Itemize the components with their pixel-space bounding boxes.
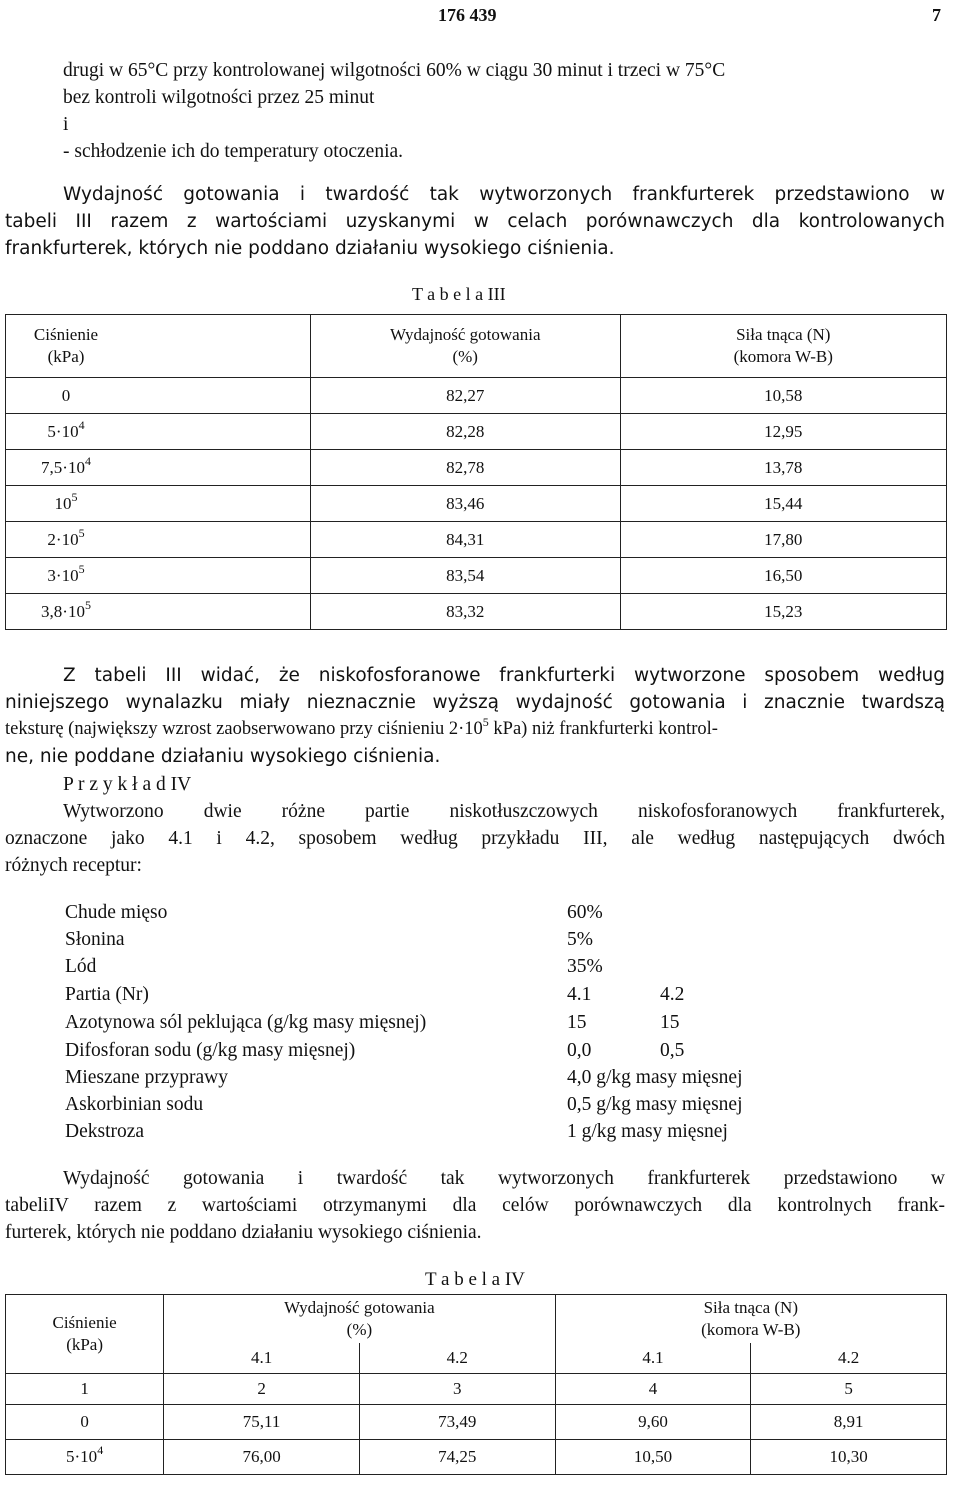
example-wrap-2 bbox=[5, 825, 945, 852]
table3-cell-force: 15,23 bbox=[620, 594, 946, 630]
example-line-2: oznaczone jako 4.1 i 4.2, sposobem według przykładu III, ale według następujących dwóch bbox=[5, 828, 945, 849]
table3-header-yield-l2: (%) bbox=[452, 347, 478, 366]
table3-cell-yield: 84,31 bbox=[310, 522, 620, 558]
pressure-value: 7,5·10 bbox=[41, 457, 85, 477]
table4-sub-cell: 4.2 bbox=[751, 1343, 947, 1374]
pressure-exponent: 4 bbox=[84, 453, 91, 468]
example-line-3: różnych receptur: bbox=[5, 855, 142, 876]
para2-exponent: 5 bbox=[482, 714, 489, 729]
recipe-name: Partia (Nr) bbox=[65, 984, 149, 1005]
table3-header-pressure-l2: (kPa) bbox=[47, 347, 85, 366]
table3-cell-pressure bbox=[6, 594, 311, 630]
para1-line-2: tabeli III razem z wartościami uzyskanymi w celach porównawczych dla kontrolowanych bbox=[5, 211, 945, 232]
recipe-value-2: 0,5 bbox=[660, 1040, 685, 1061]
table4-sub-cell: 4.1 bbox=[164, 1343, 360, 1374]
para2-line-4: ne, nie poddane działaniu wysokiego ciśnienia. bbox=[5, 746, 441, 767]
table3-cell-pressure bbox=[6, 414, 311, 450]
table3-title: T a b e l a III bbox=[412, 284, 506, 304]
table4-cell-yield-42: 73,49 bbox=[359, 1405, 555, 1440]
pressure-exponent: 5 bbox=[78, 561, 85, 576]
pressure-exponent: 5 bbox=[78, 525, 85, 540]
table-iii bbox=[5, 314, 947, 630]
pressure-value: 3,8·10 bbox=[41, 601, 85, 621]
table4-cell-force-41: 9,60 bbox=[555, 1405, 751, 1440]
table4-header-pressure bbox=[6, 1295, 164, 1374]
table4-header-force bbox=[555, 1295, 946, 1344]
table3-header-pressure bbox=[6, 315, 311, 378]
recipe-name: Słonina bbox=[65, 929, 125, 950]
table-row bbox=[6, 486, 947, 522]
para1-line-3: frankfurterek, których nie poddano działaniu wysokiego ciśnienia. bbox=[5, 238, 615, 259]
recipe-name: Lód bbox=[65, 956, 97, 977]
table3-header-force-l1: Siła tnąca (N) bbox=[736, 325, 831, 344]
table4-header-yield bbox=[164, 1295, 555, 1344]
table3-header-force bbox=[620, 315, 946, 378]
table4-cell-yield-42: 74,25 bbox=[359, 1440, 555, 1475]
pressure-exponent: 4 bbox=[78, 417, 85, 432]
para3-line-1: Wydajność gotowania i twardość tak wytworzonych frankfurterek przedstawiono w bbox=[63, 1168, 945, 1189]
table3-cell-yield: 83,46 bbox=[310, 486, 620, 522]
pressure-exponent: 5 bbox=[71, 489, 78, 504]
table-row bbox=[6, 594, 947, 630]
table3-cell-force: 13,78 bbox=[620, 450, 946, 486]
table-row bbox=[6, 1405, 947, 1440]
para1-block-2 bbox=[5, 208, 945, 235]
table4-num-cell: 1 bbox=[6, 1374, 164, 1405]
example-line-1: Wytworzono dwie różne partie niskotłuszczowych niskofosforanowych frankfurterek, bbox=[63, 801, 945, 822]
intro-line-3: i bbox=[63, 114, 69, 135]
table3-cell-pressure bbox=[6, 378, 311, 414]
table4-num-cell: 4 bbox=[555, 1374, 751, 1405]
table3-cell-force: 16,50 bbox=[620, 558, 946, 594]
table4-header-pressure-l1: Ciśnienie bbox=[52, 1313, 117, 1332]
recipe-name: Chude mięso bbox=[65, 902, 168, 923]
table3-cell-yield: 83,32 bbox=[310, 594, 620, 630]
pressure-value: 3·10 bbox=[47, 565, 79, 585]
para3-wrap-2 bbox=[5, 1192, 945, 1219]
document-number: 176 439 bbox=[438, 5, 497, 25]
table-row bbox=[6, 378, 947, 414]
para2-line-3b: kPa) niż frankfurterki kontrol- bbox=[488, 719, 718, 739]
table4-header-yield-l1: Wydajność gotowania bbox=[284, 1298, 435, 1317]
para2-line-2: niniejszego wynalazku miały nieznacznie wyższą wydajność gotowania i znacznie twardszą bbox=[5, 692, 945, 713]
table4-header-force-l1: Siła tnąca (N) bbox=[703, 1298, 798, 1317]
table3-cell-force: 12,95 bbox=[620, 414, 946, 450]
table3-cell-pressure bbox=[6, 558, 311, 594]
recipe-value-1: 0,5 g/kg masy mięsnej bbox=[567, 1094, 743, 1115]
table3-cell-yield: 83,54 bbox=[310, 558, 620, 594]
example-wrap-1 bbox=[63, 798, 945, 825]
para1-line-1: Wydajność gotowania i twardość tak wytworzonych frankfurterek przedstawiono w bbox=[63, 184, 945, 205]
recipe-value-1: 1 g/kg masy mięsnej bbox=[567, 1121, 728, 1142]
table4-num-cell: 2 bbox=[164, 1374, 360, 1405]
table4-cell-yield-41: 75,11 bbox=[164, 1405, 360, 1440]
pressure-value: 10 bbox=[54, 493, 72, 513]
pressure-value: 5·10 bbox=[66, 1447, 98, 1466]
table-row bbox=[6, 1440, 947, 1475]
recipe-value-1: 15 bbox=[567, 1012, 587, 1033]
table4-header-force-l2: (komora W-B) bbox=[701, 1320, 801, 1339]
table3-header-force-l2: (komora W-B) bbox=[733, 347, 833, 366]
para2-line-1: Z tabeli III widać, że niskofosforanowe frankfurterki wytworzone sposobem według bbox=[63, 665, 945, 686]
recipe-value-1: 60% bbox=[567, 902, 603, 923]
recipe-name: Mieszane przyprawy bbox=[65, 1067, 228, 1088]
intro-line-2: bez kontroli wilgotności przez 25 minut bbox=[63, 87, 375, 108]
table4-cell-pressure bbox=[6, 1405, 164, 1440]
page-number: 7 bbox=[932, 5, 941, 25]
table4-header-row bbox=[6, 1295, 947, 1344]
para1-block bbox=[63, 181, 945, 208]
recipe-name: Difosforan sodu (g/kg masy mięsnej) bbox=[65, 1040, 356, 1061]
para2-wrap-1 bbox=[63, 662, 945, 689]
table4-header-yield-l2: (%) bbox=[346, 1320, 373, 1339]
table4-numbering-row bbox=[6, 1374, 947, 1405]
intro-line-4: - schłodzenie ich do temperatury otoczenia. bbox=[63, 141, 404, 162]
recipe-name: Askorbinian sodu bbox=[65, 1094, 204, 1115]
intro-line-1: drugi w 65°C przy kontrolowanej wilgotności 60% w ciągu 30 minut i trzeci w 75°C bbox=[63, 60, 726, 81]
para2-line-3 bbox=[5, 716, 718, 743]
pressure-value: 0 bbox=[61, 385, 71, 405]
para2-line-3a: teksturę (największy wzrost zaobserwowano przy ciśnieniu 2·10 bbox=[5, 719, 483, 739]
pressure-value: 2·10 bbox=[47, 529, 79, 549]
para3-line-2: tabeliIV razem z wartościami otrzymanymi dla celów porównawczych dla kontrolnych frank- bbox=[5, 1195, 945, 1216]
table-row bbox=[6, 558, 947, 594]
table3-header-yield bbox=[310, 315, 620, 378]
table3-cell-force: 15,44 bbox=[620, 486, 946, 522]
pressure-value: 0 bbox=[80, 1412, 89, 1431]
recipe-value-2: 4.2 bbox=[660, 984, 685, 1005]
recipe-value-1: 0,0 bbox=[567, 1040, 592, 1061]
table3-cell-force: 17,80 bbox=[620, 522, 946, 558]
recipe-value-1: 4.1 bbox=[567, 984, 592, 1005]
para3-wrap-1 bbox=[63, 1165, 945, 1192]
table-row bbox=[6, 450, 947, 486]
table4-sub-cell: 4.2 bbox=[359, 1343, 555, 1374]
table-row bbox=[6, 414, 947, 450]
table3-cell-yield: 82,27 bbox=[310, 378, 620, 414]
table3-cell-pressure bbox=[6, 450, 311, 486]
table4-sub-cell: 4.1 bbox=[555, 1343, 751, 1374]
example-heading: P r z y k ł a d IV bbox=[63, 774, 192, 795]
table4-cell-force-42: 8,91 bbox=[751, 1405, 947, 1440]
table3-cell-pressure bbox=[6, 522, 311, 558]
para2-wrap-2 bbox=[5, 689, 945, 716]
table3-cell-yield: 82,78 bbox=[310, 450, 620, 486]
recipe-value-1: 35% bbox=[567, 956, 603, 977]
pressure-exponent: 5 bbox=[84, 597, 91, 612]
pressure-value: 5·10 bbox=[47, 421, 79, 441]
table-iv bbox=[5, 1294, 947, 1475]
recipe-value-1: 4,0 g/kg masy mięsnej bbox=[567, 1067, 743, 1088]
table3-header-pressure-l1: Ciśnienie bbox=[33, 325, 99, 344]
table4-header-pressure-l2: (kPa) bbox=[66, 1335, 104, 1354]
table3-header-yield-l1: Wydajność gotowania bbox=[389, 325, 541, 344]
para3-line-3: furterek, których nie poddano działaniu wysokiego ciśnienia. bbox=[5, 1222, 482, 1243]
table-row bbox=[6, 522, 947, 558]
recipe-value-2: 15 bbox=[660, 1012, 680, 1033]
pressure-exponent: 4 bbox=[97, 1443, 104, 1458]
table4-cell-force-42: 10,30 bbox=[751, 1440, 947, 1475]
recipe-name: Azotynowa sól peklująca (g/kg masy mięsnej) bbox=[65, 1012, 427, 1033]
table4-title: T a b e l a IV bbox=[425, 1269, 525, 1290]
table4-cell-pressure bbox=[6, 1440, 164, 1475]
table4-num-cell: 3 bbox=[359, 1374, 555, 1405]
table3-cell-yield: 82,28 bbox=[310, 414, 620, 450]
table4-cell-yield-41: 76,00 bbox=[164, 1440, 360, 1475]
table3-cell-pressure bbox=[6, 486, 311, 522]
recipe-name: Dekstroza bbox=[65, 1121, 145, 1142]
table3-header-row bbox=[6, 315, 947, 378]
table3-cell-force: 10,58 bbox=[620, 378, 946, 414]
recipe-value-1: 5% bbox=[567, 929, 593, 950]
table4-num-cell: 5 bbox=[751, 1374, 947, 1405]
table4-cell-force-41: 10,50 bbox=[555, 1440, 751, 1475]
